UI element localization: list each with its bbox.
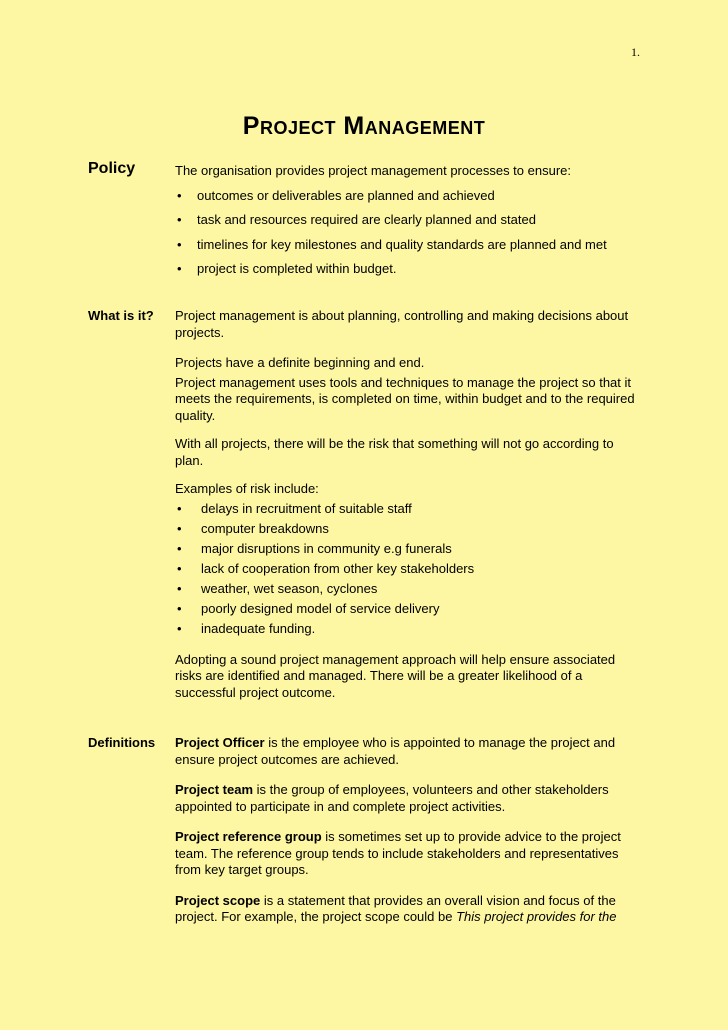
list-item: • lack of cooperation from other key stakeholders [175,561,635,578]
what-p4: With all projects, there will be the risk that something will not go according to plan. [175,436,614,468]
definitions-body [175,735,640,938]
policy-intro: The organisation provides project management processes to ensure: [175,163,571,178]
definition-project-scope: Project scope is a statement that provides an overall vision and focus of the project. For example, the project scope could be This project provides for the [175,892,617,924]
definition-project-officer: Project Officer is the employee who is appointed to manage the project and ensure project outcomes are achieved. [175,735,616,767]
scope-example: This project provides for the [456,909,617,924]
definition-project-team: Project team is the group of employees, volunteers and other stakeholders appointed to participate in and complete project activities. [175,782,609,814]
policy-label: Policy [88,160,136,177]
what-p2: Projects have a definite beginning and end. [175,355,425,370]
definition-reference-group: Project reference group is sometimes set up to provide advice to the project team. The reference group tends to include stakeholders and representatives from key target groups. [175,829,621,877]
what-p1: Project management is about planning, controlling and making decisions about projects. [175,308,629,340]
policy-body [175,163,645,278]
risk-list [175,501,635,638]
policy-list [175,188,645,278]
list-item: • outcomes or deliverables are planned and achieved [175,188,645,205]
definition-term: Project scope [175,892,261,908]
list-item: • major disruptions in community e.g funerals [175,541,635,558]
page-number: 1. [631,45,640,59]
page-title: Project Management [242,112,486,140]
list-item: • delays in recruitment of suitable staff [175,501,635,518]
definitions-label: Definitions [88,735,156,750]
list-item: • weather, wet season, cyclones [175,581,635,598]
what-is-it-body [175,308,635,713]
list-item: • computer breakdowns [175,521,635,538]
list-item: • poorly designed model of service delivery [175,601,635,618]
list-item: • inadequate funding. [175,621,635,638]
definition-term: Project Officer [175,735,265,750]
what-p3: Project management uses tools and techniques to manage the project so that it meets the requirements, is completed on time, within budget and to the required quality. [175,374,635,423]
definition-term: Project team [175,782,254,797]
risk-intro: Examples of risk include: [175,481,319,496]
list-item: • task and resources required are clearly planned and stated [175,212,645,229]
what-is-it-label: What is it? [88,308,154,323]
definition-term: Project reference group [175,829,322,844]
what-p5: Adopting a sound project management approach will help ensure associated risks are identified and managed. There will be a greater likelihood of a successful project outcome. [175,651,616,700]
list-item: • project is completed within budget. [175,261,645,278]
list-item: • timelines for key milestones and quality standards are planned and met [175,237,645,254]
